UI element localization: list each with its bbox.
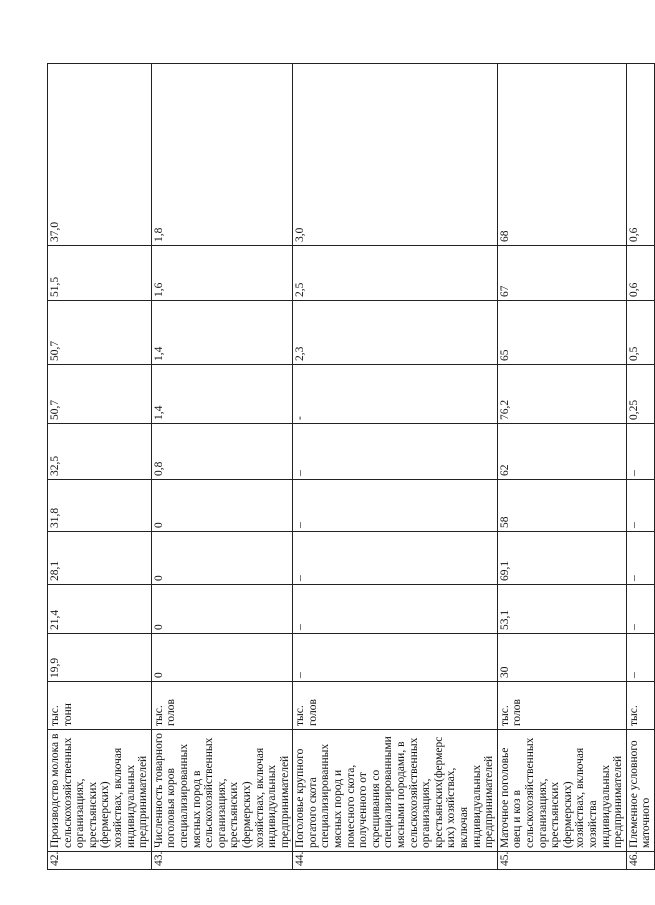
value-cell: 50,7 [48, 301, 152, 365]
value-cell: 1,4 [151, 301, 293, 365]
value-cell: – [626, 585, 654, 634]
value-cell: 51,5 [48, 246, 152, 301]
value-cell: 50,7 [48, 365, 152, 424]
indicator-name: Численность товарного поголовья коров специализированных мясных пород в сельскохозяйственных организациях, крестьянских (фермерских) хозяйствах, включая индивидуальных предпринимателей [151, 730, 293, 852]
value-cell: – [293, 585, 498, 634]
indicator-name: Маточное поголовье овец и коз в сельскохозяйственных организациях, крестьянских (фермерских) хозяйствах, включая хозяйства индивидуальных предпринимателей [497, 730, 626, 852]
value-cell: 37,0 [48, 64, 152, 246]
row-index: 42. [48, 852, 152, 870]
unit-cell: тыс. тонн [48, 682, 152, 730]
value-cell: 1,8 [151, 64, 293, 246]
value-cell: 0,25 [626, 365, 654, 424]
value-cell: 68 [497, 64, 626, 246]
value-cell: 19,9 [48, 634, 152, 682]
table-row [151, 64, 293, 870]
value-cell: 1,4 [151, 365, 293, 424]
row-index: 45. [497, 852, 626, 870]
value-cell: 0,8 [151, 424, 293, 480]
value-cell: – [293, 480, 498, 532]
value-cell: 0,6 [626, 246, 654, 301]
value-cell: 0 [151, 532, 293, 585]
indicator-name: Племенное условного маточного [626, 730, 654, 852]
table-row [48, 64, 152, 870]
value-cell: – [626, 532, 654, 585]
value-cell: 58 [497, 480, 626, 532]
unit-cell: тыс. голов [293, 682, 498, 730]
value-cell: 0 [151, 585, 293, 634]
indicator-name: Поголовье крупного рогатого скота специализированных мясных пород и помесного скота, полученного от скрещивания со специализированными мясными породами, в сельскохозяйственных организациях, крестьянских(фермерских) хозяйствах, включая индивидуальных предпринимателей [293, 730, 498, 852]
value-cell: 67 [497, 246, 626, 301]
unit-cell: тыс. голов [497, 682, 626, 730]
table-row [626, 64, 654, 870]
value-cell: 2,3 [293, 301, 498, 365]
row-index: 46. [626, 852, 654, 870]
value-cell: 32,5 [48, 424, 152, 480]
value-cell: 0 [151, 480, 293, 532]
value-cell: 1,6 [151, 246, 293, 301]
row-index: 43. [151, 852, 293, 870]
value-cell: 76,2 [497, 365, 626, 424]
value-cell: 2,5 [293, 246, 498, 301]
table-row [293, 64, 498, 870]
rotated-page [47, 64, 653, 870]
value-cell: 65 [497, 301, 626, 365]
indicator-table [47, 63, 655, 870]
value-cell: – [293, 634, 498, 682]
value-cell: - [293, 365, 498, 424]
value-cell: – [293, 532, 498, 585]
row-index: 44. [293, 852, 498, 870]
value-cell: 3,0 [293, 64, 498, 246]
value-cell: 62 [497, 424, 626, 480]
rotated-table-container [47, 64, 653, 870]
value-cell: 21,4 [48, 585, 152, 634]
unit-cell: тыс. голов [151, 682, 293, 730]
value-cell: – [626, 634, 654, 682]
value-cell: 69,1 [497, 532, 626, 585]
value-cell: 28,1 [48, 532, 152, 585]
value-cell: 31,8 [48, 480, 152, 532]
value-cell: 30 [497, 634, 626, 682]
table-row [497, 64, 626, 870]
value-cell: – [626, 480, 654, 532]
value-cell: 0,5 [626, 301, 654, 365]
indicator-name: Производство молока в сельскохозяйственных организациях, крестьянских (фермерских) хозяйствах, включая индивидуальных предпринимателей [48, 730, 152, 852]
value-cell: 0 [151, 634, 293, 682]
value-cell: 53,1 [497, 585, 626, 634]
unit-cell: тыс. [626, 682, 654, 730]
value-cell: – [293, 424, 498, 480]
value-cell: – [626, 424, 654, 480]
value-cell: 0,6 [626, 64, 654, 246]
